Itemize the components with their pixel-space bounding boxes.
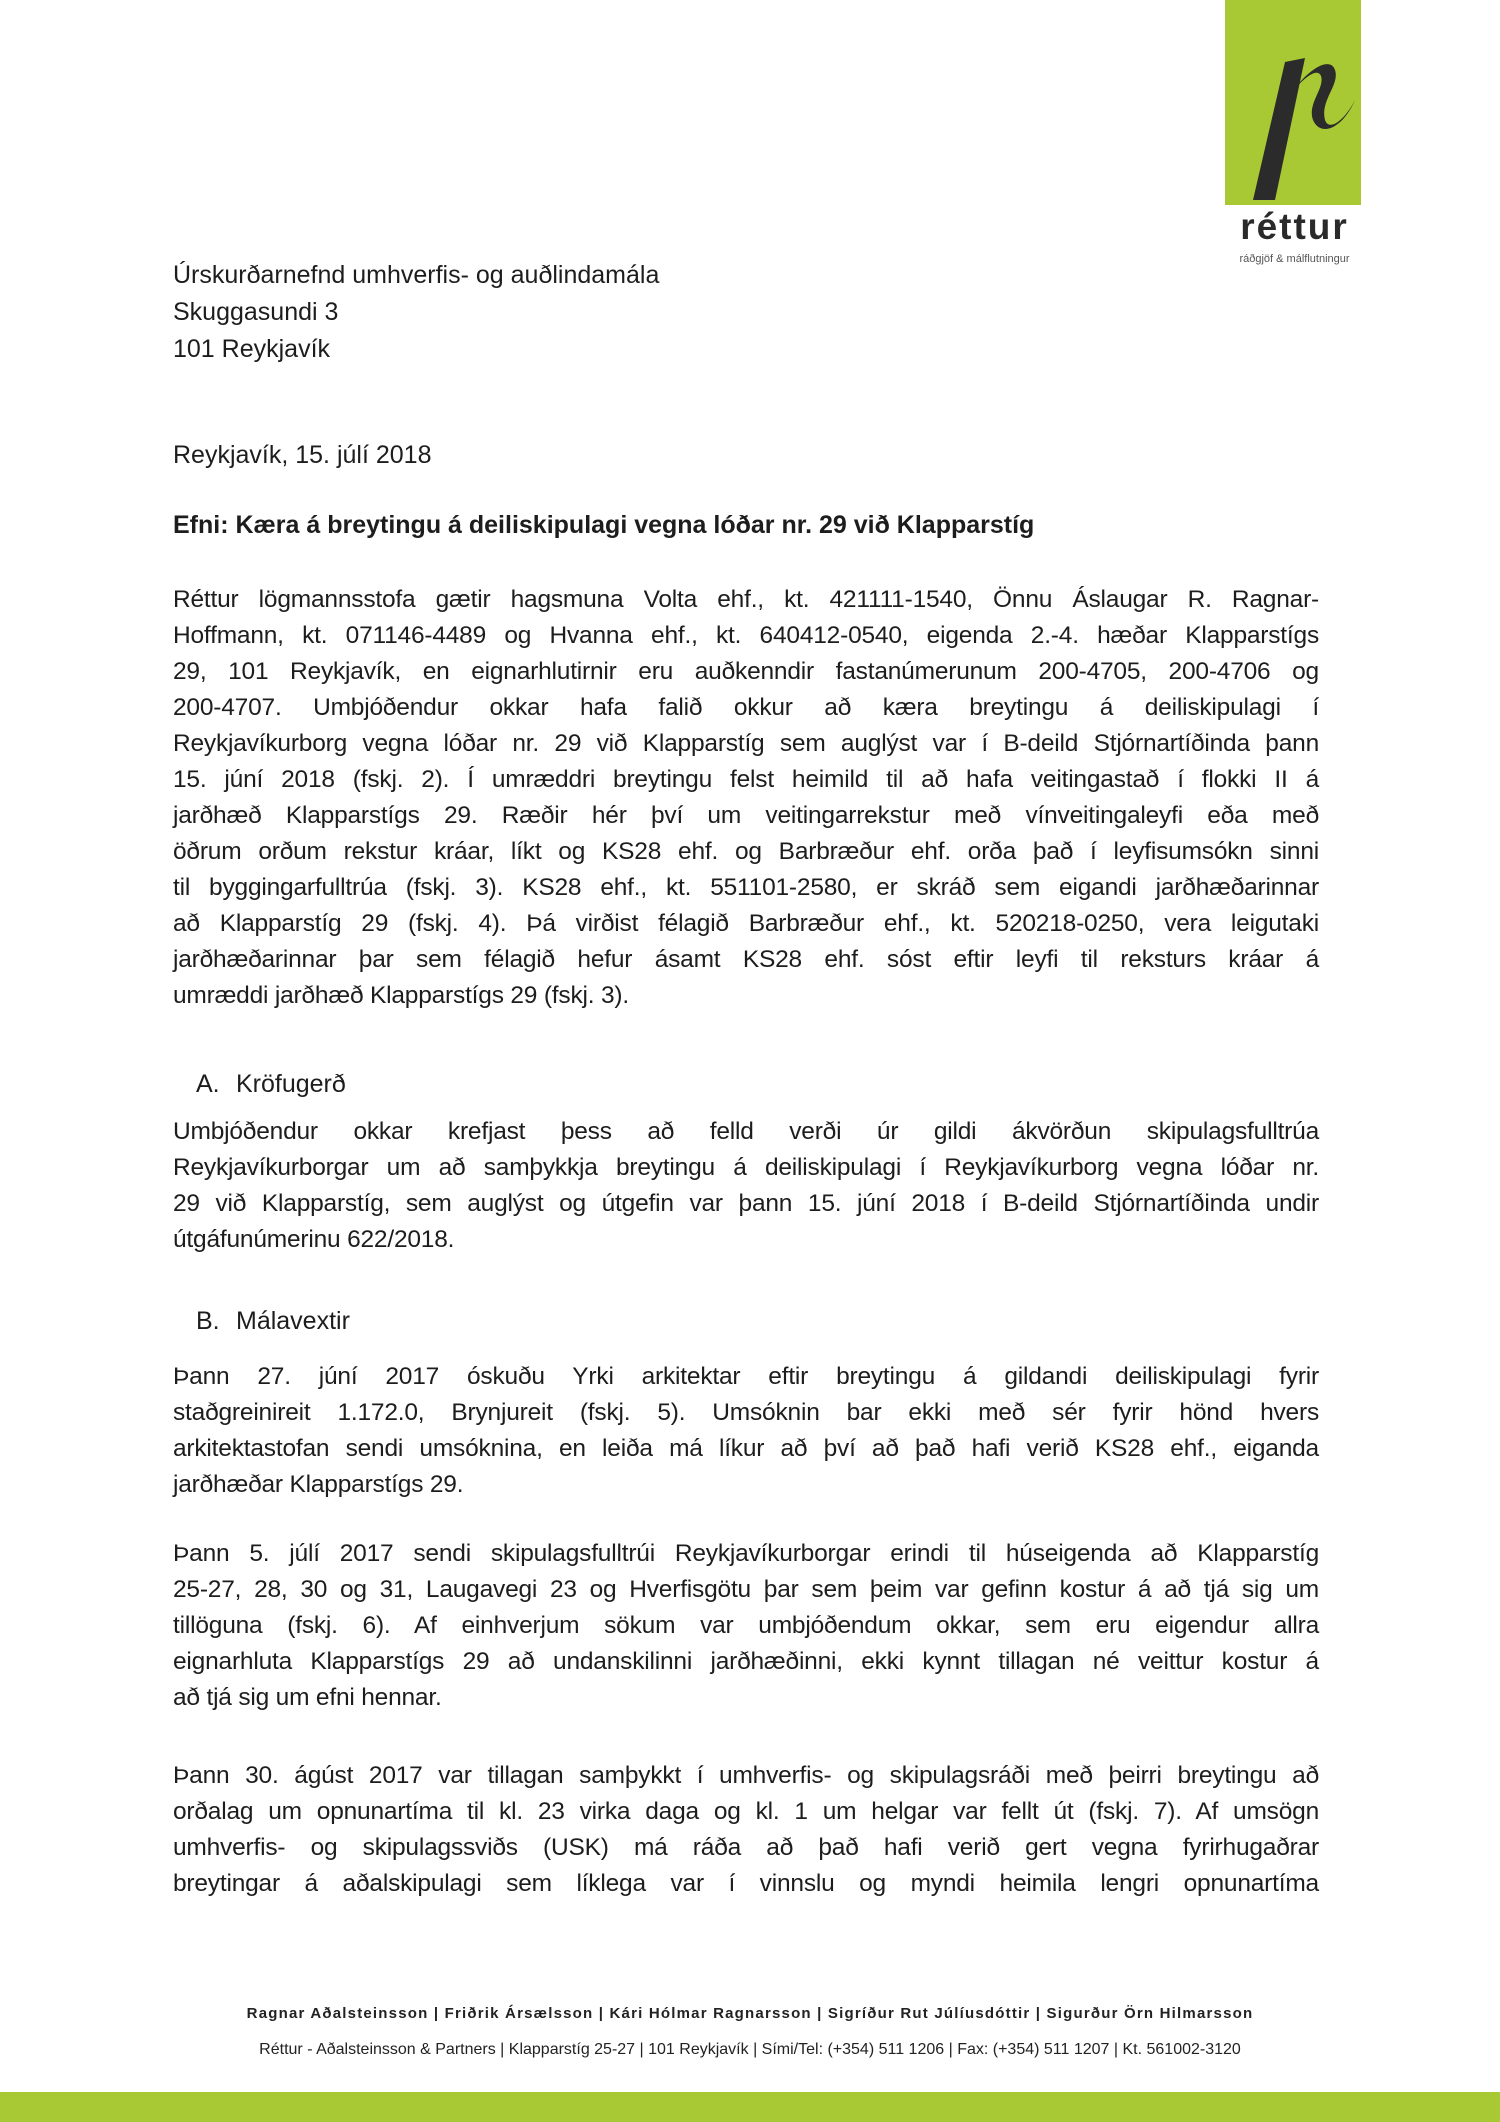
text-line: Þann 27. júní 2017 óskuðu Yrki arkitektar eftir breytingu á gildandi deiliskipulagi fyrir [173,1363,1319,1390]
text-line: umhverfis- og skipulagssviðs (USK) má ráða að það hafi verið gert vegna fyrirhugaðrar [173,1834,1319,1861]
logo-brand: réttur [1240,206,1349,247]
text-line: eignarhluta Klapparstígs 29 að undanskilinni jarðhæðinni, ekki kynnt tillagan né veittur kostur á [173,1648,1319,1675]
text-line: jarðhæð Klapparstígs 29. Ræðir hér því um veitingarrekstur með vínveitingaleyfi eða með [173,802,1319,829]
section-letter: A. [196,1070,220,1098]
text-line: breytingar á aðalskipulagi sem líklega var í vinnslu og myndi heimila lengri opnunartíma [173,1870,1319,1897]
text-line: umræddi jarðhæð Klapparstígs 29 (fskj. 3). [173,982,629,1009]
logo-r-icon [1225,0,1361,205]
text-line: Reykjavíkurborg vegna lóðar nr. 29 við Klapparstíg sem auglýst var í B-deild Stjórnartíðinda þann [173,730,1319,757]
text-line: Umbjóðendur okkar krefjast þess að felld verði úr gildi ákvörðun skipulagsfulltrúa [173,1118,1319,1145]
footer-partners: Ragnar Aðalsteinsson | Friðrik Ársælsson | Kári Hólmar Ragnarsson | Sigríður Rut Júlíusdóttir | Sigurður Örn Hilmarsson [246,2005,1254,2022]
paragraph-facts-2 [173,1536,1319,1716]
text-line: 29, 101 Reykjavík, en eignarhlutirnir eru auðkenndir fastanúmerunum 200-4705, 200-4706 og [173,658,1319,685]
paragraph-facts-1 [173,1359,1319,1503]
text-line: 15. júní 2018 (fskj. 2). Í umræddri breytingu felst heimild til að hafa veitingastað í flokki II á [173,766,1319,793]
footer-contact: Réttur - Aðalsteinsson & Partners | Klapparstíg 25-27 | 101 Reykjavík | Sími/Tel: (+354) 511 1206 | Fax: (+354) 511 1207 | Kt. 561002-3120 [259,2041,1241,2058]
section-heading-a [196,1070,346,1099]
text-line: 25-27, 28, 30 og 31, Laugavegi 23 og Hverfisgötu þar sem þeim var gefinn kostur á að tjá sig um [173,1576,1319,1603]
recipient-city: 101 Reykjavík [173,335,331,363]
text-line: 29 við Klapparstíg, sem auglýst og útgefin var þann 15. júní 2018 í B-deild Stjórnartíðinda undir [173,1190,1319,1217]
text-line: Þann 30. ágúst 2017 var tillagan samþykkt í umhverfis- og skipulagsráði með þeirri breytingu að [173,1762,1319,1789]
logo [1225,0,1361,205]
recipient-street: Skuggasundi 3 [173,298,339,326]
section-title: Kröfugerð [236,1070,346,1098]
text-line: arkitektastofan sendi umsóknina, en leiða má líkur að því að það hafi verið KS28 ehf., eiganda [173,1435,1319,1462]
paragraph-intro [173,582,1319,1014]
letter-subject: Efni: Kæra á breytingu á deiliskipulagi vegna lóðar nr. 29 við Klapparstíg [173,511,1035,539]
text-line: tillöguna (fskj. 6). Af einhverjum sökum var umbjóðendum okkar, sem eru eigendur allra [173,1612,1319,1639]
letter-date: Reykjavík, 15. júlí 2018 [173,441,432,469]
text-line: öðrum orðum rekstur kráar, líkt og KS28 ehf. og Barbræður ehf. orða það í leyfisumsókn sinni [173,838,1319,865]
text-line: Þann 5. júlí 2017 sendi skipulagsfulltrúi Reykjavíkurborgar erindi til húseigenda að Klapparstíg [173,1540,1319,1567]
footer-band [0,2092,1500,2122]
section-letter: B. [196,1307,220,1335]
recipient-address [173,257,659,368]
text-line: jarðhæðar Klapparstígs 29. [173,1471,464,1498]
paragraph-claims [173,1114,1319,1258]
text-line: Reykjavíkurborgar um að samþykkja breytingu á deiliskipulagi í Reykjavíkurborg vegna lóðar nr. [173,1154,1319,1181]
text-line: til byggingarfulltrúa (fskj. 3). KS28 ehf., kt. 551101-2580, er skráð sem eigandi jarðhæðarinnar [173,874,1319,901]
text-line: Hoffmann, kt. 071146-4489 og Hvanna ehf., kt. 640412-0540, eigenda 2.-4. hæðar Klapparstígs [173,622,1319,649]
text-line: staðgreinireit 1.172.0, Brynjureit (fskj. 5). Umsóknin bar ekki með sér fyrir hönd hvers [173,1399,1319,1426]
text-line: að tjá sig um efni hennar. [173,1684,442,1711]
section-heading-b [196,1307,350,1336]
logo-tagline: ráðgjöf & málflutningur [1239,253,1350,265]
paragraph-facts-3 [173,1758,1319,1902]
text-line: jarðhæðarinnar þar sem félagið hefur ásamt KS28 ehf. sóst eftir leyfi til reksturs kráar á [173,946,1319,973]
text-line: Réttur lögmannsstofa gætir hagsmuna Volta ehf., kt. 421111-1540, Önnu Áslaugar R. Ragnar- [173,586,1319,613]
text-line: að Klapparstíg 29 (fskj. 4). Þá virðist félagið Barbræður ehf., kt. 520218-0250, vera leigutaki [173,910,1319,937]
text-line: 200-4707. Umbjóðendur okkar hafa falið okkur að kæra breytingu á deiliskipulagi í [173,694,1319,721]
text-line: orðalag um opnunartíma til kl. 23 virka daga og kl. 1 um helgar var fellt út (fskj. 7). Af umsögn [173,1798,1319,1825]
recipient-name: Úrskurðarnefnd umhverfis- og auðlindamála [173,261,660,289]
section-title: Málavextir [236,1307,350,1335]
text-line: útgáfunúmerinu 622/2018. [173,1226,455,1253]
